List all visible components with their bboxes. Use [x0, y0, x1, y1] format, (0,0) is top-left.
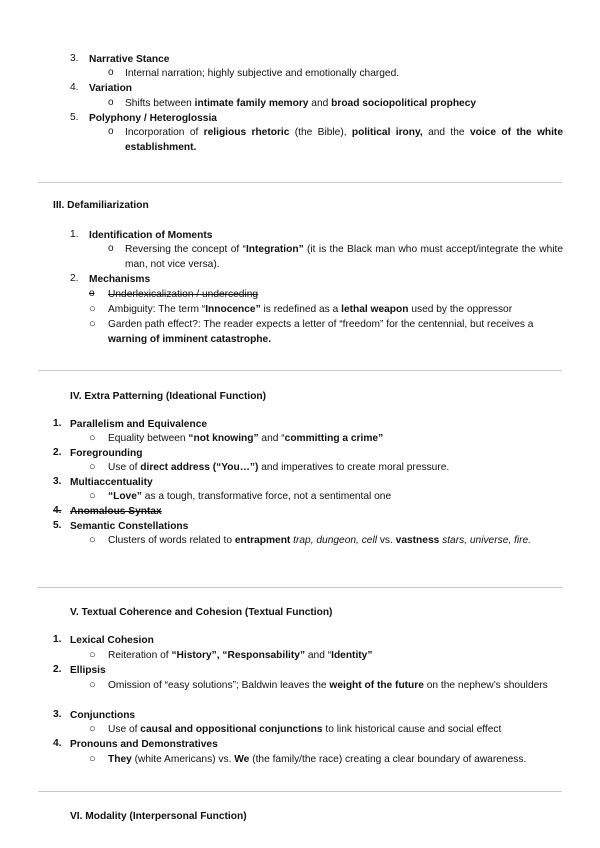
- section-divider: [38, 587, 562, 588]
- item-title: Pronouns and Demonstratives: [70, 739, 218, 750]
- item-title-variation: Variation: [89, 83, 133, 94]
- item-title: Semantic Constellations: [70, 521, 189, 532]
- bullet-icon: ○: [89, 753, 96, 765]
- subitem-text: They (white Americans) vs. We (the family/the race) creating a clear boundary of awareness.: [108, 754, 527, 765]
- section-heading: VI. Modality (Interpersonal Function): [70, 811, 247, 822]
- section-divider: [38, 182, 562, 183]
- list-number: 4.: [53, 738, 62, 749]
- list-number: 4.: [70, 82, 79, 93]
- subitem-text: Clusters of words related to entrapment trap, dungeon, cell vs. vastness stars, universe, fire.: [108, 535, 532, 546]
- section-heading: IV. Extra Patterning (Ideational Function): [70, 391, 267, 402]
- bullet-icon: ○: [89, 723, 96, 735]
- subitem-text: Use of causal and oppositional conjunctions to link historical cause and social effect: [108, 724, 502, 735]
- item-title-struck: Anomalous Syntax: [70, 506, 162, 517]
- item-title: Mechanisms: [89, 274, 151, 285]
- section-heading: III. Defamiliarization: [53, 200, 149, 211]
- bullet-icon: o: [108, 243, 114, 254]
- list-number: 1.: [70, 229, 79, 240]
- bullet-icon: ○: [89, 318, 96, 330]
- bullet-icon: ○: [89, 303, 96, 315]
- section-divider: [38, 370, 562, 371]
- list-number: 4.: [53, 505, 62, 516]
- item-title: Multiaccentuality: [70, 477, 153, 488]
- subitem-text: Internal narration; highly subjective and emotionally charged.: [125, 68, 400, 79]
- subitem-text: Ambiguity: The term “Innocence” is redefined as a lethal weapon used by the oppressor: [108, 304, 513, 315]
- subitem-text-struck: Underlexicalization / underceding: [108, 289, 259, 300]
- list-number: 1.: [53, 418, 62, 429]
- bullet-icon: o: [89, 288, 95, 299]
- subitem-text: Use of direct address (“You…”) and imperatives to create moral pressure.: [108, 462, 450, 473]
- subitem-text: Reiteration of “History”, “Responsability” and “Identity”: [108, 650, 373, 661]
- list-number: 1.: [53, 634, 62, 645]
- section-divider: [38, 791, 562, 792]
- bullet-icon: ○: [89, 432, 96, 444]
- bullet-icon: ○: [89, 679, 96, 691]
- list-number: 3.: [53, 709, 62, 720]
- section-heading: V. Textual Coherence and Cohesion (Textual Function): [70, 607, 333, 618]
- item-title: Parallelism and Equivalence: [70, 419, 208, 430]
- list-number: 5.: [53, 520, 62, 531]
- list-number: 5.: [70, 112, 79, 123]
- bullet-icon: ○: [89, 649, 96, 661]
- item-title-narrative-stance: Narrative Stance: [89, 54, 170, 65]
- list-number: 2.: [53, 664, 62, 675]
- item-title: Ellipsis: [70, 665, 106, 676]
- list-number: 2.: [70, 273, 79, 284]
- list-number: 3.: [70, 53, 79, 64]
- subitem-text: Reversing the concept of “Integration” (it is the Black man who must accept/integrate the white man, not vice versa).: [125, 244, 563, 270]
- bullet-icon: ○: [89, 490, 96, 502]
- subitem-text: Incorporation of religious rhetoric (the Bible), political irony, and the voice of the white establishment.: [125, 127, 563, 153]
- item-title: Foregrounding: [70, 448, 143, 459]
- list-number: 3.: [53, 476, 62, 487]
- subitem-text: Shifts between intimate family memory and broad sociopolitical prophecy: [125, 98, 477, 109]
- item-title: Conjunctions: [70, 710, 136, 721]
- bullet-icon: ○: [89, 461, 96, 473]
- item-title: Identification of Moments: [89, 230, 213, 241]
- item-title: Lexical Cohesion: [70, 635, 154, 646]
- bullet-icon: o: [108, 67, 114, 78]
- item-title-polyphony: Polyphony / Heteroglossia: [89, 113, 217, 124]
- bullet-icon: o: [108, 126, 114, 137]
- list-number: 2.: [53, 447, 62, 458]
- subitem-text: Omission of “easy solutions”; Baldwin leaves the weight of the future on the nephew’s shoulders: [108, 680, 548, 691]
- subitem-text: Equality between “not knowing” and “committing a crime”: [108, 433, 384, 444]
- bullet-icon: ○: [89, 534, 96, 546]
- subitem-text: “Love” as a tough, transformative force, not a sentimental one: [108, 491, 392, 502]
- bullet-icon: o: [108, 97, 114, 108]
- subitem-text: Garden path effect?: The reader expects a letter of “freedom” for the centennial, but receives a warning of imminent catastrophe.: [108, 319, 534, 345]
